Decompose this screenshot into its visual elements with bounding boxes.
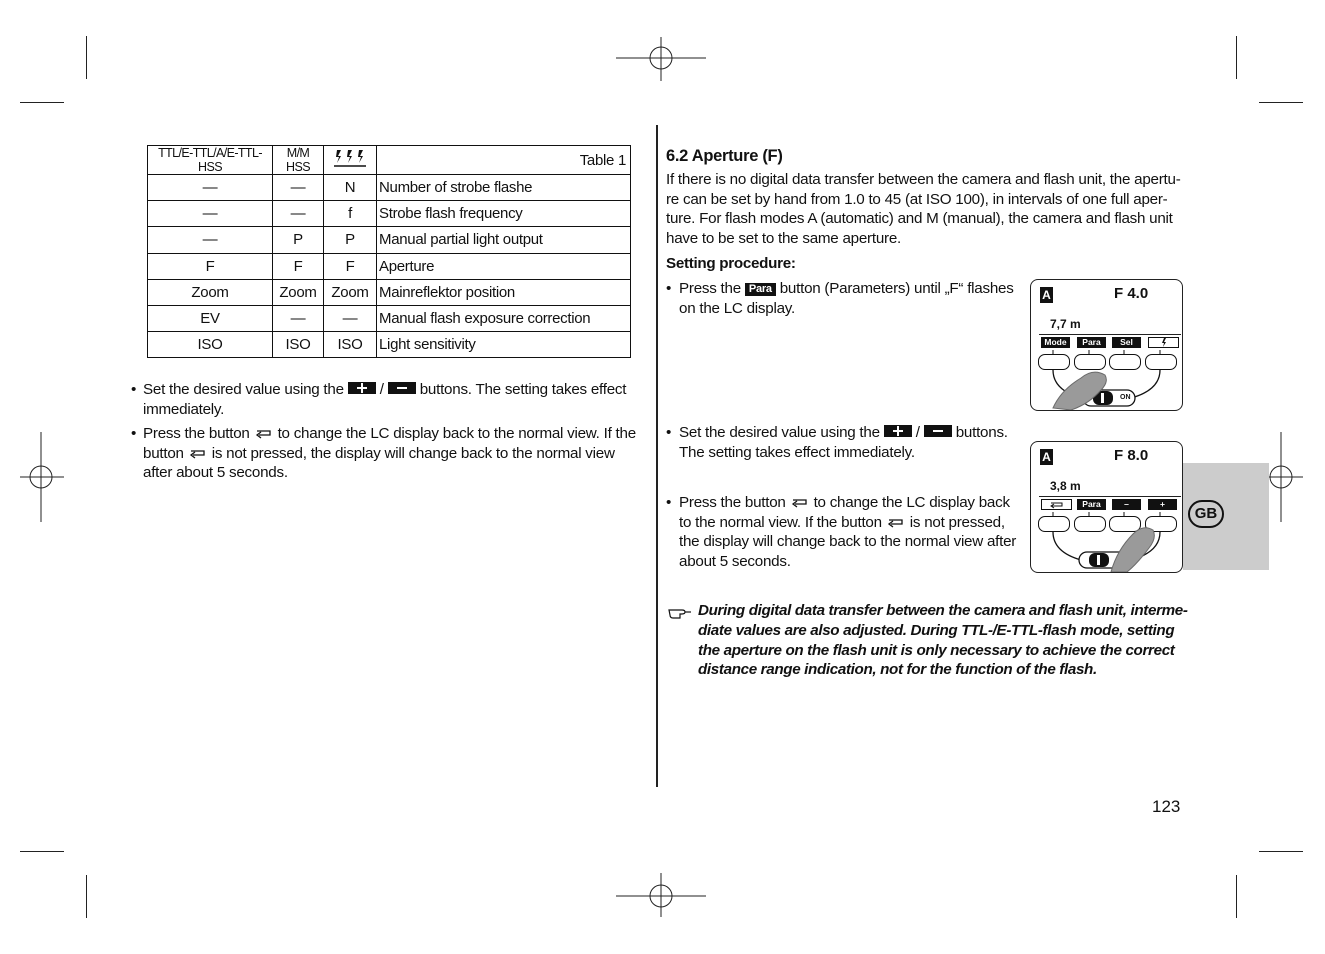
mode-indicator: A: [1040, 449, 1053, 465]
bullet-dot: •: [131, 381, 137, 398]
parameter-table: [147, 145, 631, 358]
column-divider: [656, 125, 658, 787]
crop-mark: [1259, 102, 1303, 103]
table-cell: ISO: [148, 332, 273, 358]
para-key-label: Para: [745, 283, 776, 296]
table-row: [148, 332, 631, 358]
step-text: button (Parameters) until „F“ flashes on the LC display.: [679, 280, 1014, 317]
step-text: Press the: [679, 280, 741, 297]
crop-mark: [1236, 36, 1237, 79]
table-cell: Manual partial light output: [377, 227, 631, 253]
registration-mark-icon: [616, 37, 706, 81]
step-text: buttons. The setting takes effect immediately.: [679, 424, 1008, 461]
table-title: Table 1: [377, 146, 631, 175]
header-manual-modes: M/M HSS: [273, 146, 324, 175]
softkey-mode: Mode: [1041, 337, 1070, 348]
bullet-text: Set the desired value using the: [143, 381, 344, 398]
table-cell: F: [273, 253, 324, 279]
table-row: [148, 305, 631, 331]
table-cell: P: [324, 227, 377, 253]
table-cell: —: [148, 227, 273, 253]
step-set-value: [679, 423, 1019, 462]
table-cell: ISO: [273, 332, 324, 358]
note-text: During digital data transfer between the camera and flash unit, interme-diate values are also adjusted. During TTL-/E-TTL-flash mode, setting the aperture on the flash unit is only necessary to achieve the correct distance range indication, not for the function of the flash.: [698, 602, 1188, 679]
aperture-value: F 8.0: [1114, 447, 1149, 464]
bullet-dot: •: [666, 280, 672, 297]
left-bullet-return: [143, 424, 638, 483]
step-text: /: [915, 424, 920, 441]
table-cell: Zoom: [148, 279, 273, 305]
plus-key-icon: [884, 425, 912, 437]
bullet-dot: •: [131, 425, 137, 442]
crop-mark: [86, 875, 87, 918]
softkey-plus: +: [1148, 499, 1177, 510]
table-cell: —: [148, 175, 273, 201]
strobe-flash-icon: [333, 148, 367, 168]
language-badge: GB: [1188, 500, 1224, 528]
distance-value: 7,7 m: [1050, 317, 1081, 331]
step-text: Press the button: [679, 494, 786, 511]
header-strobe-mode: [324, 146, 377, 175]
table-cell: —: [148, 201, 273, 227]
crop-mark: [86, 36, 87, 79]
table-cell: Manual flash exposure correction: [377, 305, 631, 331]
minus-key-icon: [388, 382, 416, 394]
table-cell: P: [273, 227, 324, 253]
crop-mark: [20, 851, 64, 852]
step-text: Set the desired value using the: [679, 424, 880, 441]
table-row: [148, 175, 631, 201]
section-heading: 6.2 Aperture (F): [666, 147, 783, 165]
aperture-value: F 4.0: [1114, 285, 1149, 302]
table-cell: F: [324, 253, 377, 279]
return-key-icon: [254, 427, 274, 439]
lcd-display-para: [1030, 279, 1183, 411]
on-switch-label: ON: [1120, 394, 1131, 401]
step-text: to change the LC display back to the normal view. If the button: [679, 494, 1010, 531]
crop-mark: [1236, 875, 1237, 918]
header-ttl-modes: TTL/E-TTL/A/E-TTL-HSS: [148, 146, 273, 175]
button-link-lines: [1031, 280, 1182, 410]
crop-mark: [1259, 851, 1303, 852]
pointing-hand-icon: [668, 604, 692, 620]
table-cell: f: [324, 201, 377, 227]
table-cell: —: [273, 305, 324, 331]
table-cell: —: [324, 305, 377, 331]
table-cell: N: [324, 175, 377, 201]
return-key-icon: [790, 496, 810, 508]
table-cell: Zoom: [273, 279, 324, 305]
table-row: [148, 201, 631, 227]
registration-mark-icon: [616, 873, 706, 917]
softkey-para: Para: [1077, 337, 1106, 348]
table-row: [148, 253, 631, 279]
page-number: 123: [1152, 797, 1181, 816]
table-cell: Light sensitivity: [377, 332, 631, 358]
softkey-minus: –: [1112, 499, 1141, 510]
bullet-dot: •: [666, 494, 672, 511]
lcd-display-aperture: [1030, 441, 1183, 573]
table-row: [148, 279, 631, 305]
left-bullet-set-value: [143, 380, 628, 419]
softkey-sel: Sel: [1112, 337, 1141, 348]
minus-key-icon: [924, 425, 952, 437]
section-intro: If there is no digital data transfer between the camera and flash unit, the apertu-re can be set by hand from 1.0 to 45 (at ISO 100), in intervals of one full aper-ture. For flash modes A (automatic) and M (manual), the camera and flash unit have to be set to the same aperture.: [666, 171, 1181, 247]
bullet-text: is not pressed, the display will change back to the normal view after about 5 seconds.: [143, 444, 615, 482]
button-link-lines: [1031, 442, 1182, 572]
distance-value: 3,8 m: [1050, 479, 1081, 493]
bullet-text: buttons. The setting takes effect immediately.: [143, 381, 627, 418]
table-cell: Aperture: [377, 253, 631, 279]
table-cell: Strobe flash frequency: [377, 201, 631, 227]
bullet-text: to change the LC display back to the normal view. If the button: [143, 425, 636, 462]
step-press-para: [679, 279, 1019, 318]
crop-mark: [20, 102, 64, 103]
table-cell: EV: [148, 305, 273, 331]
table-cell: Mainreflektor position: [377, 279, 631, 305]
bullet-text: Press the button: [143, 425, 250, 442]
mode-indicator: A: [1040, 287, 1053, 303]
table-row: [148, 227, 631, 253]
procedure-label: Setting procedure:: [666, 255, 796, 272]
softkey-para: Para: [1077, 499, 1106, 510]
plus-key-icon: [348, 382, 376, 394]
table-cell: Zoom: [324, 279, 377, 305]
bullet-dot: •: [666, 424, 672, 441]
table-cell: —: [273, 201, 324, 227]
step-return: [679, 493, 1024, 571]
table-cell: ISO: [324, 332, 377, 358]
return-key-icon: [886, 516, 906, 528]
table-cell: Number of strobe flashe: [377, 175, 631, 201]
table-cell: F: [148, 253, 273, 279]
return-key-icon: [188, 447, 208, 459]
table-header-row: [148, 146, 631, 175]
registration-mark-icon: [20, 432, 64, 522]
step-text: is not pressed, the display will change back to the normal view after about 5 seconds.: [679, 513, 1017, 570]
table-cell: —: [273, 175, 324, 201]
bullet-text: /: [379, 381, 384, 398]
